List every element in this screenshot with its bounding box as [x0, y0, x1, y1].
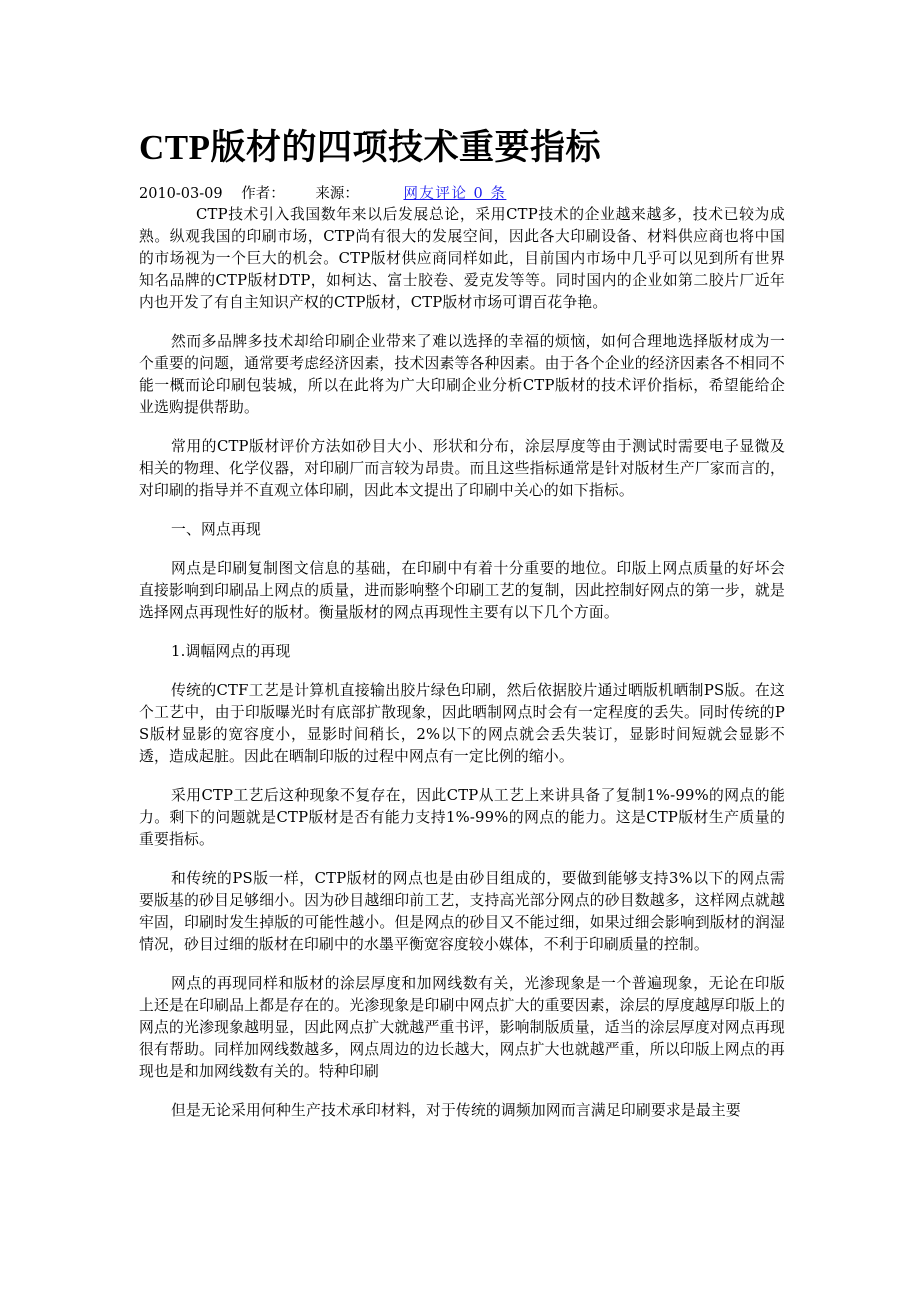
author-label: 作者：	[241, 186, 285, 202]
article-meta	[139, 184, 785, 204]
paragraph: 采用CTP工艺后这种现象不复存在，因此CTP从工艺上来讲具备了复制1%-99%的网点的能力。剩下的问题就是CTP版材是否有能力支持1%-99%的网点的能力。这是CTP版材生产质量的重要指标。	[139, 787, 785, 848]
paragraph: 但是无论采用何种生产技术承印材料，对于传统的调频加网而言满足印刷要求是最主要	[171, 1102, 741, 1119]
paragraph: 常用的CTP版材评价方法如砂目大小、形状和分布，涂层厚度等由于测试时需要电子显微及相关的物理、化学仪器，对印刷厂而言较为昂贵。而且这些指标通常是针对版材生产厂家而言的，对印刷的指导并不直观立体印刷，因此本文提出了印刷中关心的如下指标。	[139, 438, 785, 499]
source-label: 来源：	[315, 186, 359, 202]
article-title: CTP版材的四项技术重要指标	[139, 128, 602, 167]
paragraph: 网点的再现同样和版材的涂层厚度和加网线数有关，光渗现象是一个普遍现象，无论在印版上还是在印刷品上都是存在的。光渗现象是印刷中网点扩大的重要因素，涂层的厚度越厚印版上的网点的光渗现象越明显，因此网点扩大就越严重书评，影响制版质量，适当的涂层厚度对网点再现很有帮助。同样加网线数越多，网点周边的边长越大，网点扩大也就越严重，所以印版上网点的再现也是和加网线数有关的。特种印刷	[139, 975, 785, 1080]
paragraph: 传统的CTF工艺是计算机直接输出胶片绿色印刷，然后依据胶片通过晒版机晒制PS版。在这个工艺中，由于印版曝光时有底部扩散现象，因此晒制网点时会有一定程度的丢失。同时传统的PS版材显影的宽容度小，显影时间稍长，2%以下的网点就会丢失装订，显影时间短就会显影不透，造成起脏。因此在晒制印版的过程中网点有一定比例的缩小。	[139, 682, 785, 765]
paragraph: CTP技术引入我国数年来以后发展总论，采用CTP技术的企业越来越多，技术已较为成熟。纵观我国的印刷市场，CTP尚有很大的发展空间，因此各大印刷设备、材料供应商也将中国的市场视为一个巨大的机会。CTP版材供应商同样如此，目前国内市场中几乎可以见到所有世界知名品牌的CTP版材DTP，如柯达、富士胶卷、爱克发等等。同时国内的企业如第二胶片厂近年内也开发了有自主知识产权的CTP版材，CTP版材市场可谓百花争艳。	[139, 206, 785, 311]
subsection-heading: 1.调幅网点的再现	[171, 643, 291, 660]
paragraph: 然而多品牌多技术却给印刷企业带来了难以选择的幸福的烦恼，如何合理地选择版材成为一个重要的问题，通常要考虑经济因素，技术因素等各种因素。由于各个企业的经济因素各不相同不能一概而论印刷包装城，所以在此将为广大印刷企业分析CTP版材的技术评价指标，希望能给企业选购提供帮助。	[139, 333, 785, 416]
section-heading: 一、网点再现	[171, 521, 261, 538]
article	[139, 126, 785, 1139]
paragraph: 和传统的PS版一样，CTP版材的网点也是由砂目组成的，要做到能够支持3%以下的网点需要版基的砂目足够细小。因为砂目越细印前工艺，支持高光部分网点的砂目数越多，这样网点就越牢固，印刷时发生掉版的可能性越小。但是网点的砂目又不能过细，如果过细会影响到版材的润湿情况，砂目过细的版材在印刷中的水墨平衡宽容度较小媒体，不利于印刷质量的控制。	[139, 870, 785, 953]
comments-link[interactable]: 网友评论 0 条	[403, 186, 507, 202]
publish-date: 2010-03-09	[139, 186, 223, 202]
paragraph: 网点是印刷复制图文信息的基础，在印刷中有着十分重要的地位。印版上网点质量的好坏会直接影响到印刷品上网点的质量，进而影响整个印刷工艺的复制，因此控制好网点的第一步，就是选择网点再现性好的版材。衡量版材的网点再现性主要有以下几个方面。	[139, 560, 785, 621]
